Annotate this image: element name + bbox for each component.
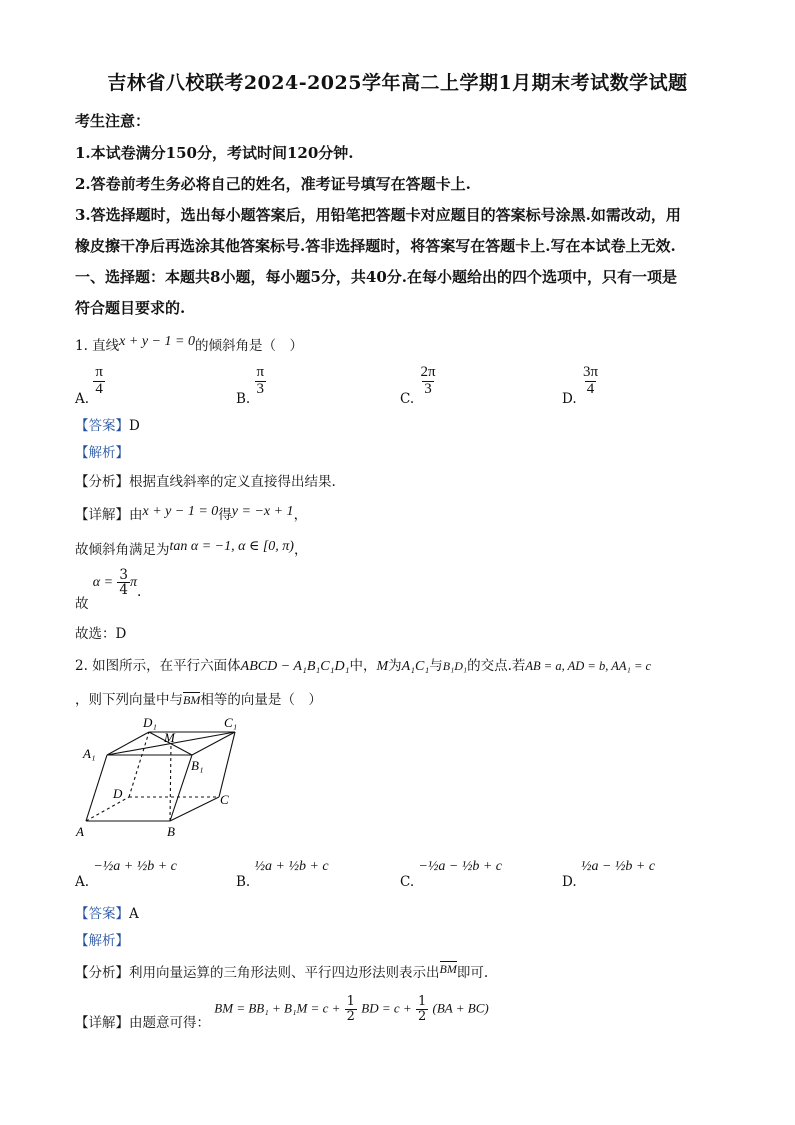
label-c: C (220, 792, 229, 807)
notice-item-2: 2.答卷前考生务必将自己的姓名，准考证号填写在答题卡上. (75, 175, 471, 193)
label-d1: D₁ (143, 715, 157, 730)
q2-stem-line2: ，则下列向量中与BM相等的向量是（ ） (75, 692, 322, 708)
q2-option-b-expr: ½a + ½b + c (254, 859, 329, 874)
q2-option-b[interactable]: B. ½a + ½b + c (236, 859, 329, 890)
q1-equation: x + y − 1 = 0 (119, 334, 195, 349)
label-b1: B₁ (191, 758, 204, 773)
q1-option-c-fraction: $\frac{2\pi}{3}$ (420, 364, 436, 397)
label-a1: A₁ (83, 746, 96, 761)
notice-item-1: 1.本试卷满分150分，考试时间120分钟. (75, 144, 354, 162)
q1-option-d-fraction: $\frac{3\pi}{4}$ (582, 364, 599, 397)
label-d: D (113, 786, 123, 801)
parallelepiped-figure (72, 712, 252, 842)
q2-option-a[interactable]: A. −½a + ½b + c (75, 859, 177, 890)
q1-answer: 【答案】D (75, 418, 140, 434)
q1-option-a[interactable]: A. $\frac{\pi}{4}$ (75, 364, 103, 407)
q1-option-c[interactable]: C. $\frac{2\pi}{3}$ (400, 364, 436, 407)
q2-option-d-expr: ½a − ½b + c (580, 859, 656, 874)
q1-analysis-tag: 【解析】 (75, 445, 129, 461)
q1-detail: 【详解】由x + y − 1 = 0得y = −x + 1， (75, 504, 308, 523)
notice-item-3: 3.答选择题时，选出每小题答案后，用铅笔把答题卡对应题目的答案标号涂黑.如需改动，用 (75, 206, 681, 224)
label-b: B (167, 824, 175, 839)
q2-answer: 【答案】A (75, 906, 139, 922)
label-c1: C₁ (224, 715, 238, 730)
section-heading: 一、选择题：本题共8小题，每小题5分，共40分.在每小题给出的四个选项中，只有一项是 (75, 268, 677, 286)
q2-detail: 【详解】由题意可得： BM = BB₁ + B₁M = c + $\frac{1}{2}$ BD = c + $\frac{1}{2}$ (BA + BC) (75, 994, 489, 1031)
q2-analysis-tag: 【解析】 (75, 933, 129, 949)
q2-stem: 2. 如图所示，在平行六面体ABCD − A₁B₁C₁D₁中，M为A₁C₁与B₁D₁的交点.若AB = a, AD = b, AA₁ = c (75, 658, 652, 674)
section-heading-cont: 符合题目要求的. (75, 299, 186, 317)
q1-detail-line2: 故倾斜角满足为tan α = −1, α ∈ [0, π)， (75, 539, 308, 558)
q1-option-b-fraction: $\frac{\pi}{3}$ (256, 364, 265, 397)
label-m: M (164, 730, 175, 745)
notice-heading: 考生注意： (75, 112, 151, 130)
q1-option-a-fraction: $\frac{\pi}{4}$ (95, 364, 103, 397)
q2-fenxi: 【分析】利用向量运算的三角形法则、平行四边形法则表示出BM即可. (75, 962, 489, 981)
page-title: 吉林省八校联考2024-2025学年高二上学期1月期末考试数学试题 (107, 72, 688, 94)
q1-detail-line3: 故 α = $\frac{3}{4}$ π. (75, 567, 142, 613)
q1-fenxi: 【分析】根据直线斜率的定义直接得出结果. (75, 474, 336, 490)
q2-option-c[interactable]: C. −½a − ½b + c (400, 859, 502, 890)
q1-option-d[interactable]: D. $\frac{3\pi}{4}$ (562, 364, 599, 407)
q2-option-d[interactable]: D. ½a − ½b + c (562, 859, 656, 890)
q1-conclusion: 故选：D (75, 626, 127, 642)
label-a: A (76, 824, 84, 839)
q2-option-c-expr: −½a − ½b + c (418, 859, 502, 874)
notice-item-3-cont: 橡皮擦干净后再选涂其他答案标号.答非选择题时，将答案写在答题卡上.写在本试卷上无效. (75, 237, 676, 255)
q2-option-a-expr: −½a + ½b + c (93, 859, 177, 874)
q1-stem: 1. 直线x + y − 1 = 0的倾斜角是（ ） (75, 334, 303, 354)
q1-option-b[interactable]: B. $\frac{\pi}{3}$ (236, 364, 265, 407)
